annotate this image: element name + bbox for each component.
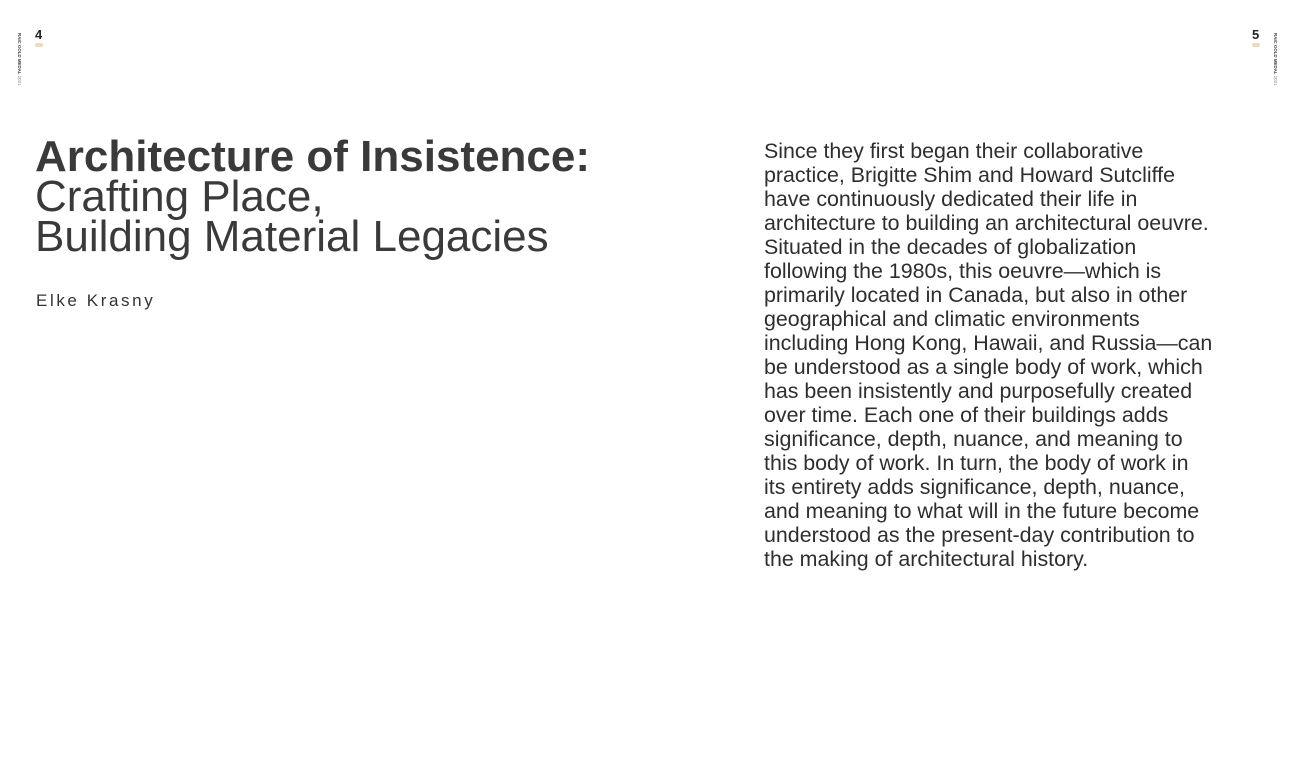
running-head-right	[1271, 33, 1279, 93]
body-paragraph	[764, 139, 1213, 571]
running-head-left	[15, 33, 23, 93]
body-line: the making of architectural history.	[764, 547, 1089, 571]
body-line: practice, Brigitte Shim and Howard Sutcliffe	[764, 163, 1175, 187]
body-line: primarily located in Canada, but also in other	[764, 283, 1188, 307]
body-line: Since they first began their collaborative	[764, 139, 1144, 163]
article-title	[35, 132, 591, 261]
running-head-left-year: 2021	[17, 75, 22, 86]
body-line: be understood as a single body of work, which	[764, 355, 1203, 379]
running-head-right-year: 2021	[1273, 75, 1278, 86]
body-line: following the 1980s, this oeuvre—which is	[764, 259, 1162, 283]
body-line: Situated in the decades of globalization	[764, 235, 1137, 259]
body-line: have continuously dedicated their life in	[764, 187, 1138, 211]
page-number-accent-mark-left	[35, 43, 43, 47]
body-line: and meaning to what will in the future become	[764, 499, 1200, 523]
running-head-left-title: RAIC GOLD MEDAL	[17, 33, 22, 75]
body-line: this body of work. In turn, the body of work in	[764, 451, 1189, 475]
body-line: understood as the present-day contribution to	[764, 523, 1195, 547]
title-line-3: Building Material Legacies	[35, 212, 549, 261]
author-name: Elke Krasny	[36, 291, 156, 310]
body-line: architecture to building an architectural oeuvre.	[764, 211, 1209, 235]
body-line: has been insistently and purposefully created	[764, 379, 1193, 403]
page-number-right: 5	[1252, 27, 1260, 42]
body-line: significance, depth, nuance, and meaning to	[764, 427, 1183, 451]
title-line-1: Architecture of Insistence:	[35, 132, 591, 181]
body-line: its entirety adds significance, depth, nuance,	[764, 475, 1185, 499]
running-head-right-title: RAIC GOLD MEDAL	[1273, 33, 1278, 75]
body-line: including Hong Kong, Hawaii, and Russia—can	[764, 331, 1213, 355]
body-line: geographical and climatic environments	[764, 307, 1140, 331]
title-line-2: Crafting Place,	[35, 172, 324, 221]
page-number-left: 4	[35, 27, 43, 42]
body-line: over time. Each one of their buildings adds	[764, 403, 1169, 427]
page-number-accent-mark-right	[1252, 43, 1260, 47]
